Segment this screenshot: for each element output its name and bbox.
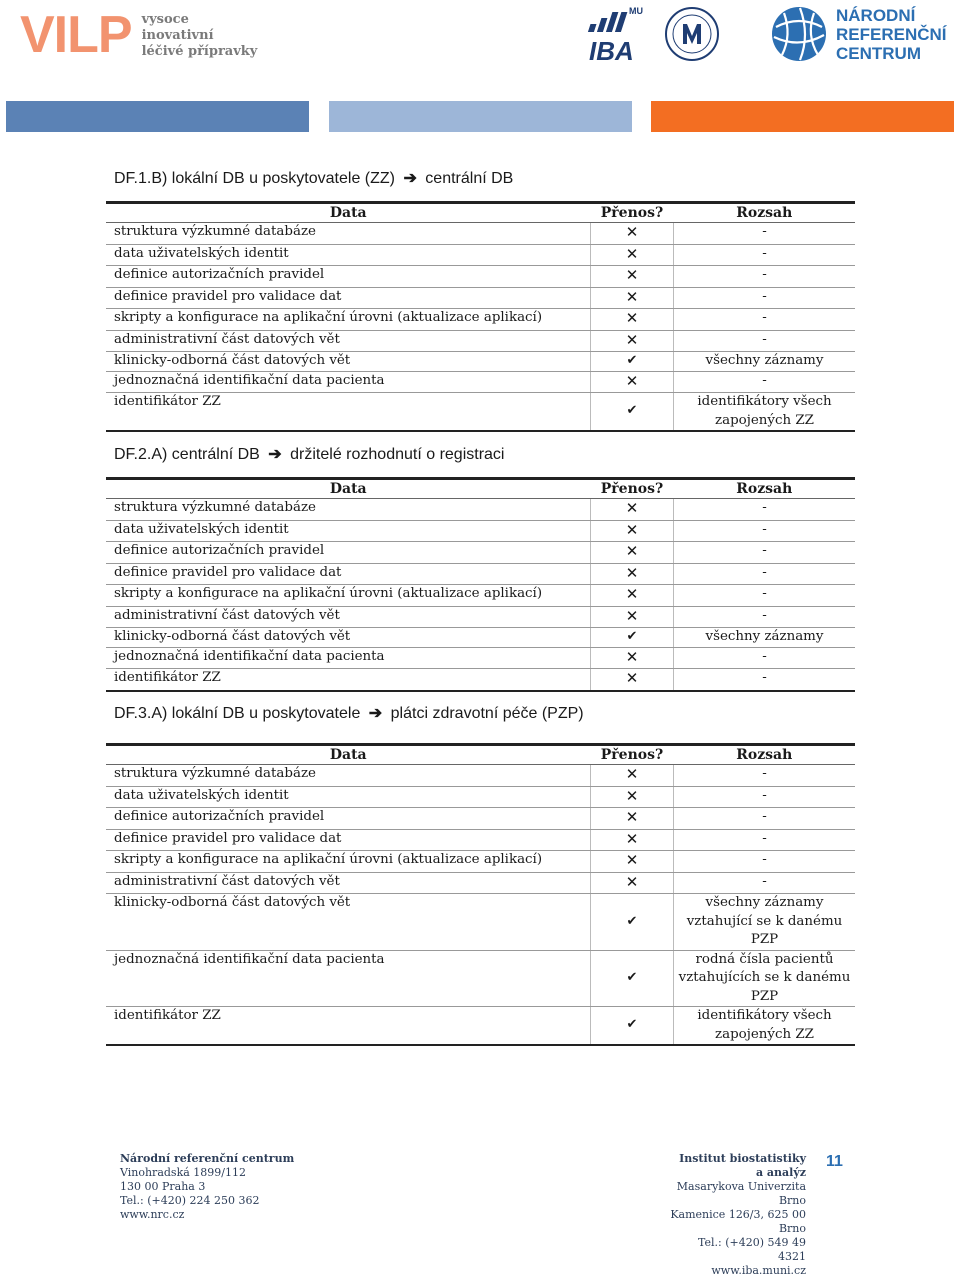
cell-data: definice autorizačních pravidel [106,542,591,564]
cell-data: identifikátor ZZ [106,669,591,691]
cell-scope: - [674,647,856,669]
nrc-globe-icon [770,5,828,63]
table-row [106,894,855,951]
cell-data: jednoznačná identifikační data pacienta [106,950,591,1007]
cell-scope: - [674,223,856,245]
cell-data: data uživatelských identit [106,520,591,542]
section-title-df3a [114,703,584,723]
table-header-row [106,203,855,223]
checkmark-icon: ✔ [626,913,638,929]
section-title-left: DF.1.B) lokální DB u poskytovatele (ZZ) [114,170,395,187]
table-row [106,499,855,521]
arrow-right-icon: ➔ [268,446,282,463]
cell-data: definice autorizačních pravidel [106,266,591,288]
cross-icon [591,808,674,830]
page-header [0,0,960,100]
cross-icon [591,520,674,542]
nrc-line1: NÁRODNÍ [836,5,916,25]
vilp-logo-subtitle [142,12,258,60]
table-row [106,266,855,288]
cell-data: jednoznačná identifikační data pacienta [106,371,591,393]
vilp-logo [20,6,257,64]
footer-iba-street: Kamenice 126/3, 625 00 Brno [670,1208,806,1235]
check-icon [591,950,674,1007]
cell-scope: - [674,330,856,352]
vilp-line3: léčivé přípravky [141,44,258,59]
table-body [106,499,855,691]
cell-scope: - [674,563,856,585]
footer-nrc-phone: Tel.: (+420) 224 250 362 [120,1194,260,1207]
footer-iba-address [670,1152,806,1278]
check-icon [591,1007,674,1046]
cell-data: administrativní část datových vět [106,606,591,628]
x-mark-icon: ✕ [625,266,639,284]
vilp-line1: vysoce [141,12,189,27]
section-title-right: plátci zdravotní péče (PZP) [390,705,584,722]
column-header-transfer: Přenos? [591,479,674,499]
checkmark-icon: ✔ [626,970,638,985]
column-header-scope: Rozsah [674,745,856,765]
section-title-df2a [114,444,504,464]
cell-data: skripty a konfigurace na aplikační úrovni (aktualizace aplikací) [106,851,591,873]
table-row [106,542,855,564]
cell-scope: - [674,851,856,873]
table-df1b [106,201,855,432]
x-mark-icon: ✕ [625,542,639,560]
table-row [106,950,855,1007]
cross-icon [591,287,674,309]
x-mark-icon: ✕ [625,223,639,241]
x-mark-icon: ✕ [625,244,639,263]
x-mark-icon: ✕ [625,647,639,666]
cell-scope: všechny záznamy vztahující se k danému PZP [674,894,856,951]
vilp-logo-text: VILP [20,6,132,64]
cell-data: identifikátor ZZ [106,1007,591,1046]
cell-scope: - [674,309,856,331]
iba-mu-text: MU [629,6,643,16]
column-header-transfer: Přenos? [591,203,674,223]
footer-iba-name: Institut biostatistiky a analýz [679,1152,806,1179]
cell-scope: - [674,542,856,564]
table-row [106,520,855,542]
x-mark-icon: ✕ [625,309,639,327]
iba-logo [585,4,647,64]
column-header-data: Data [106,479,591,499]
cross-icon [591,585,674,607]
checkmark-icon: ✔ [626,403,638,419]
cell-scope: - [674,808,856,830]
table-df3a [106,743,855,1046]
cross-icon [591,371,674,393]
table-row [106,669,855,691]
cell-data: struktura výzkumné databáze [106,223,591,245]
x-mark-icon: ✕ [625,520,639,539]
cell-scope: - [674,872,856,894]
x-mark-icon: ✕ [625,585,639,603]
column-header-data: Data [106,745,591,765]
cross-icon [591,563,674,585]
table-df2a [106,477,855,692]
cell-scope: - [674,786,856,808]
cell-scope: - [674,829,856,851]
cell-scope: identifikátory všech zapojených ZZ [674,393,856,432]
table-row [106,606,855,628]
check-icon [591,894,674,951]
cell-scope: - [674,606,856,628]
cell-data: klinicky-odborná část datových vět [106,352,591,372]
nrc-logo [770,4,947,64]
table-row [106,808,855,830]
x-mark-icon: ✕ [625,371,639,390]
table-row [106,223,855,245]
x-mark-icon: ✕ [625,606,639,625]
table-row [106,765,855,787]
cell-data: data uživatelských identit [106,244,591,266]
footer-nrc-name: Národní referenční centrum [120,1152,295,1165]
iba-text: IBA [589,36,634,64]
header-color-bars [0,101,960,132]
table-row [106,309,855,331]
footer-iba-phone: Tel.: (+420) 549 49 4321 [698,1236,806,1263]
footer-nrc-address [120,1152,294,1222]
cell-data: administrativní část datových vět [106,872,591,894]
cell-data: identifikátor ZZ [106,393,591,432]
table-row [106,1007,855,1046]
checkmark-icon: ✔ [626,629,638,644]
section-title-right: držitelé rozhodnutí o registraci [290,446,505,463]
vilp-line2: inovativní [141,28,214,43]
column-header-scope: Rozsah [674,479,856,499]
nrc-line2: REFERENČNÍ [836,24,947,44]
cell-data: struktura výzkumné databáze [106,765,591,787]
cell-data: definice pravidel pro validace dat [106,563,591,585]
x-mark-icon: ✕ [625,287,639,306]
cross-icon [591,223,674,245]
cell-data: skripty a konfigurace na aplikační úrovni (aktualizace aplikací) [106,585,591,607]
table-row [106,851,855,873]
cell-data: definice pravidel pro validace dat [106,829,591,851]
x-mark-icon: ✕ [625,786,639,805]
cross-icon [591,829,674,851]
footer-nrc-web: www.nrc.cz [120,1208,185,1221]
footer-iba-university: Masarykova Univerzita Brno [676,1180,806,1207]
cross-icon [591,786,674,808]
header-bar-orange [651,101,954,132]
table-row [106,244,855,266]
header-bar-dark-blue [6,101,309,132]
cell-data: skripty a konfigurace na aplikační úrovni (aktualizace aplikací) [106,309,591,331]
cell-scope: - [674,266,856,288]
column-header-scope: Rozsah [674,203,856,223]
cell-scope: - [674,244,856,266]
table-header-row [106,745,855,765]
cell-data: definice pravidel pro validace dat [106,287,591,309]
cell-data: klinicky-odborná část datových vět [106,628,591,648]
checkmark-icon: ✔ [626,353,638,368]
cross-icon [591,647,674,669]
x-mark-icon: ✕ [625,872,639,891]
footer-iba-web: www.iba.muni.cz [711,1264,806,1277]
cross-icon [591,542,674,564]
arrow-right-icon: ➔ [368,705,383,722]
table-row [106,371,855,393]
header-bar-light-blue [329,101,632,132]
cell-scope: - [674,371,856,393]
cell-scope: - [674,520,856,542]
cross-icon [591,330,674,352]
section-title-left: DF.3.A) lokální DB u poskytovatele [114,705,361,722]
table-body [106,223,855,432]
arrow-right-icon: ➔ [403,170,417,187]
x-mark-icon: ✕ [625,829,639,848]
table-row [106,352,855,372]
check-icon [591,393,674,432]
cross-icon [591,851,674,873]
cell-scope: rodná čísla pacientů vztahujících se k danému PZP [674,950,856,1007]
cell-scope: - [674,287,856,309]
cell-data: jednoznačná identifikační data pacienta [106,647,591,669]
x-mark-icon: ✕ [625,851,639,869]
cell-scope: - [674,765,856,787]
cell-scope: - [674,669,856,691]
table-header-row [106,479,855,499]
page-number: 11 [826,1153,843,1170]
table-row [106,829,855,851]
cell-data: administrativní část datových vět [106,330,591,352]
x-mark-icon: ✕ [625,499,639,517]
x-mark-icon: ✕ [625,563,639,582]
cross-icon [591,309,674,331]
cell-data: klinicky-odborná část datových vět [106,894,591,951]
cell-scope: všechny záznamy [674,352,856,372]
cross-icon [591,266,674,288]
table-row [106,287,855,309]
table-row [106,628,855,648]
table-row [106,647,855,669]
cell-data: data uživatelských identit [106,786,591,808]
x-mark-icon: ✕ [625,330,639,349]
cross-icon [591,606,674,628]
check-icon [591,352,674,372]
cell-data: struktura výzkumné databáze [106,499,591,521]
column-header-transfer: Přenos? [591,745,674,765]
nrc-line3: CENTRUM [836,43,921,63]
cell-scope: identifikátory všech zapojených ZZ [674,1007,856,1046]
cross-icon [591,244,674,266]
table-row [106,786,855,808]
section-title-left: DF.2.A) centrální DB [114,446,260,463]
table-row [106,872,855,894]
cross-icon [591,765,674,787]
x-mark-icon: ✕ [625,808,639,826]
cell-scope: všechny záznamy [674,628,856,648]
x-mark-icon: ✕ [625,669,639,687]
column-header-data: Data [106,203,591,223]
footer-nrc-street: Vinohradská 1899/112 [120,1166,246,1179]
section-title-df1b [114,168,513,188]
muni-seal [664,6,720,62]
section-title-right: centrální DB [425,170,514,187]
cell-scope: - [674,585,856,607]
check-icon [591,628,674,648]
cross-icon [591,669,674,691]
table-row [106,330,855,352]
checkmark-icon: ✔ [626,1017,638,1033]
x-mark-icon: ✕ [625,765,639,783]
cross-icon [591,499,674,521]
table-body [106,765,855,1046]
cross-icon [591,872,674,894]
table-row [106,585,855,607]
nrc-logo-text [836,6,947,63]
table-row [106,563,855,585]
cell-data: definice autorizačních pravidel [106,808,591,830]
table-row [106,393,855,432]
footer-nrc-city: 130 00 Praha 3 [120,1180,206,1193]
cell-scope: - [674,499,856,521]
